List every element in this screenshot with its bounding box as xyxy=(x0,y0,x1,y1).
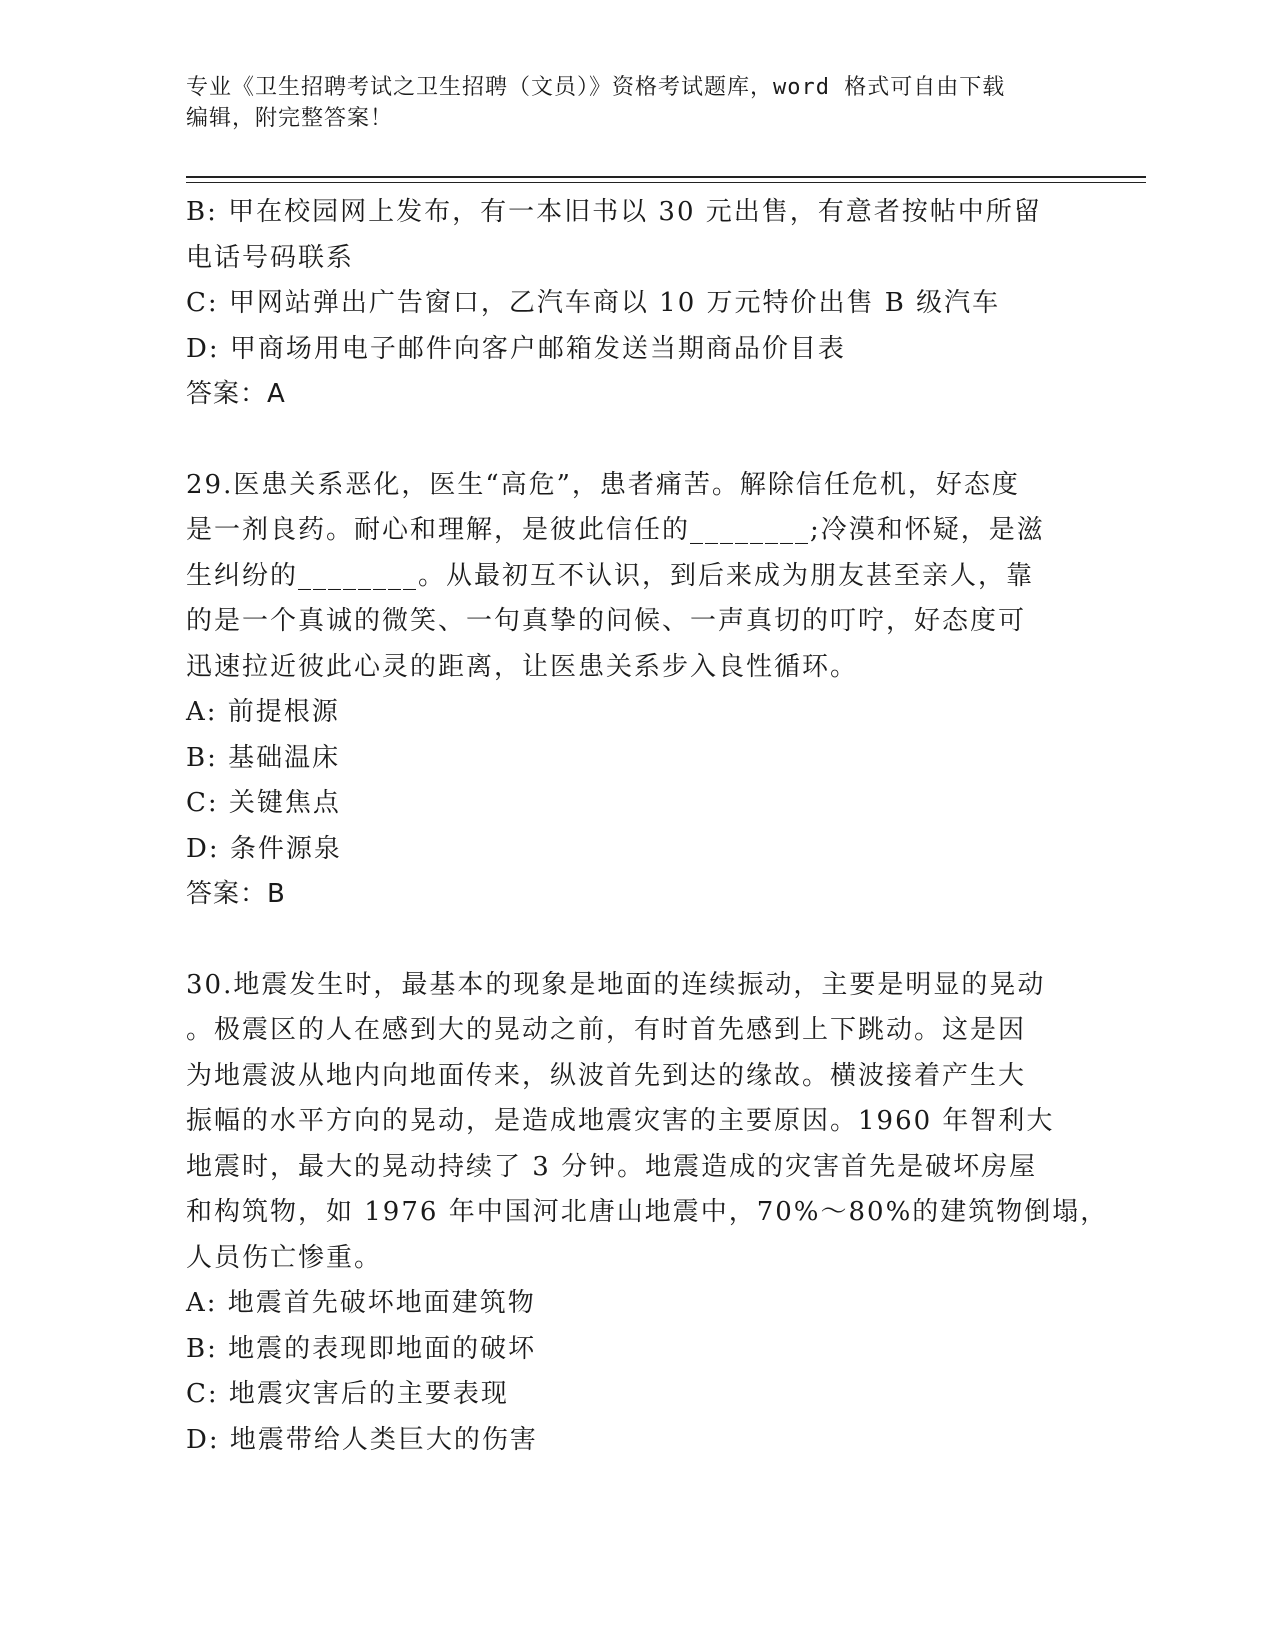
question-stem-line: 振幅的水平方向的晃动，是造成地震灾害的主要原因。1960 年智利大 xyxy=(186,1106,1055,1136)
option-a: A: 前提根源 xyxy=(186,697,340,727)
question-stem-line: 29.医患关系恶化，医生“高危”，患者痛苦。解除信任危机，好态度 xyxy=(186,469,1020,500)
question-stem-line: 为地震波从地内向地面传来，纵波首先到达的缘故。横波接着产生大 xyxy=(186,1060,1027,1091)
question-stem-line: 是一剂良药。耐心和理解，是彼此信任的________;冷漠和怀疑，是滋 xyxy=(186,515,1045,545)
header-rule-thin xyxy=(186,182,1146,183)
question-29 xyxy=(186,463,1066,918)
question-30 xyxy=(186,963,1109,1464)
question-stem-line: 30.地震发生时，最基本的现象是地面的连续振动，主要是明显的晃动 xyxy=(186,969,1046,1000)
question-stem-line: 地震时，最大的晃动持续了 3 分钟。地震造成的灾害首先是破坏房屋 xyxy=(186,1151,1038,1182)
spacer xyxy=(186,918,1066,963)
question-stem-line: 和构筑物，如 1976 年中国河北唐山地震中，70%～80%的建筑物倒塌， xyxy=(186,1197,1109,1227)
page-header xyxy=(186,72,1066,134)
header-line-1: 专业《卫生招聘考试之卫生招聘（文员）》资格考试题库，word 格式可自由下载 xyxy=(186,75,1006,100)
option-c: C: 地震灾害后的主要表现 xyxy=(186,1379,509,1409)
option-b: B: 基础温床 xyxy=(186,742,341,773)
option-c: C: 甲网站弹出广告窗口，乙汽车商以 10 万元特价出售 B 级汽车 xyxy=(186,288,1001,318)
header-rule-thick xyxy=(186,176,1146,178)
option-d: D: 甲商场用电子邮件向客户邮箱发送当期商品价目表 xyxy=(186,333,846,364)
option-d: D: 条件源泉 xyxy=(186,833,342,864)
option-b: B: 地震的表现即地面的破坏 xyxy=(186,1333,537,1364)
answer: 答案：B xyxy=(186,879,286,909)
question-stem-line: 迅速拉近彼此心灵的距离，让医患关系步入良性循环。 xyxy=(186,651,859,682)
question-stem-line: 人员伤亡惨重。 xyxy=(186,1242,383,1273)
question-stem-line: 。极震区的人在感到大的晃动之前，有时首先感到上下跳动。这是因 xyxy=(186,1015,1027,1045)
option-d: D: 地震带给人类巨大的伤害 xyxy=(186,1424,538,1455)
option-c: C: 关键焦点 xyxy=(186,788,341,818)
question-stem-line: 的是一个真诚的微笑、一句真挚的问候、一声真切的叮咛，好态度可 xyxy=(186,606,1027,636)
spacer xyxy=(186,418,1066,463)
option-a: A: 地震首先破坏地面建筑物 xyxy=(186,1288,536,1318)
option-b-line-2: 电话号码联系 xyxy=(186,242,355,273)
header-line-2: 编辑，附完整答案！ xyxy=(186,106,394,131)
question-content xyxy=(186,190,1109,1463)
answer: 答案：A xyxy=(186,379,286,409)
question-28-tail xyxy=(186,190,1066,418)
option-b-line-1: B: 甲在校园网上发布，有一本旧书以 30 元出售，有意者按帖中所留 xyxy=(186,197,1042,227)
question-stem-line: 生纠纷的________。从最初互不认识，到后来成为朋友甚至亲人，靠 xyxy=(186,560,1035,591)
